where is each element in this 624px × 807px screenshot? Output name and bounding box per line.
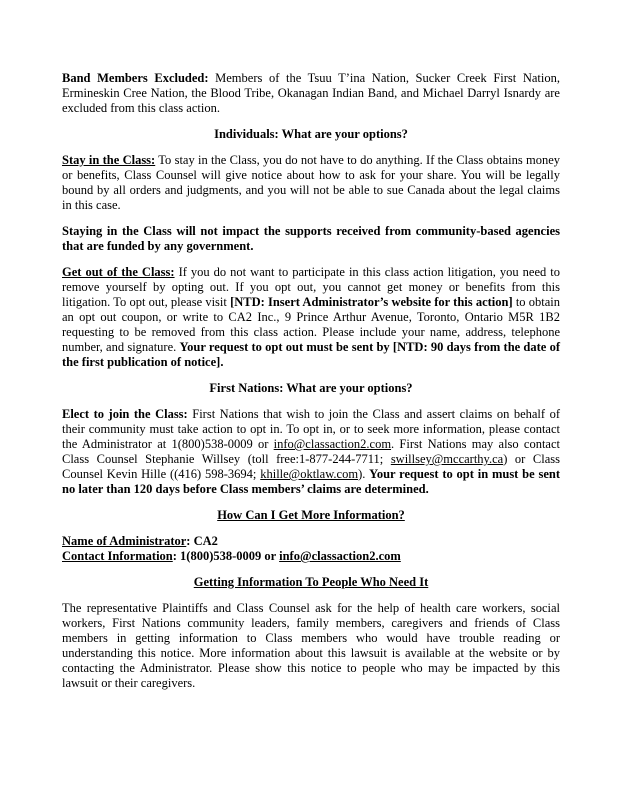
text-run: Contact Information — [62, 549, 173, 563]
text-run: [NTD: Insert Administrator’s website for this action] — [230, 295, 513, 309]
text-run: Get out of the Class: — [62, 265, 175, 279]
text-run: : 1(800)538-0009 or — [172, 549, 280, 563]
text-run: ) or Class Counsel Kevin Hille ((416) 598-3694; — [62, 452, 560, 481]
text-run: to obtain an opt out coupon, or write to CA2 Inc., 9 Prince Arthur Avenue, Toronto, Ontario M5R 1B2 requesting to be removed from this class action. Please include your name, address, telephone number, and signature. — [62, 295, 560, 354]
text-run: . First Nations may also contact Class Counsel Stephanie Willsey (toll free:1-877-244-7711; — [62, 437, 560, 466]
text-run: To stay in the Class, you do not have to do anything. If the Class obtains money or benefits, Class Counsel will give notice about how to ask for your share. You will be legally bound by all orders and judgments, and you will not be able to sue Canada about the legal claims in this case. — [62, 153, 560, 212]
para-staying-no-impact — [62, 224, 560, 254]
text-run: The representative Plaintiffs and Class Counsel ask for the help of health care workers, social workers, First Nations community leaders, family members, caregivers and friends of Class members in getting information to Class members who would have trouble reading or understanding this notice. More information about this lawsuit is available at the website or by contacting the Administrator. Please show this notice to people who may be impacted by this lawsuit or their caregivers. — [62, 601, 560, 690]
text-run: Name of Administrator — [62, 534, 187, 548]
para-contact-information — [62, 549, 560, 564]
text-run: Elect to join the Class: — [62, 407, 188, 421]
text-run: Your request to opt out must be sent by [NTD: 90 days from the date of the first publication of notice]. — [62, 340, 560, 369]
heading-first-nations-options — [62, 381, 560, 396]
para-name-of-administrator — [62, 534, 560, 549]
text-run: : CA2 — [186, 534, 218, 548]
text-run: Your request to opt in must be sent no later than 120 days before Class members’ claims are determined. — [62, 467, 561, 496]
email-link[interactable]: swillsey@mccarthy.ca — [390, 452, 504, 466]
para-elect-to-join — [62, 407, 560, 497]
email-link[interactable]: info@classaction2.com — [273, 437, 392, 451]
para-help-reaching-people — [62, 601, 560, 691]
text-run: First Nations that wish to join the Class and assert claims on behalf of their community must take action to opt in. To opt in, or to seek more information, please contact the Administrator at 1(800)538-0009 or — [62, 407, 561, 451]
text-run: Staying in the Class will not impact the supports received from community-based agencies that are funded by any government. — [62, 224, 560, 253]
text-run: If you do not want to participate in this class action litigation, you need to remove yourself by opting out. If you opt out, you cannot get money or benefits from this litigation. To opt out, please visit — [62, 265, 560, 309]
text-run: Band Members Excluded: — [62, 71, 209, 85]
text-run: Getting Information To People Who Need It — [193, 575, 429, 589]
text-run: Members of the Tsuu T’ina Nation, Sucker Creek First Nation, Ermineskin Cree Nation, the Blood Tribe, Okanagan Indian Band, and Michael Darryl Isnardy are excluded from this class action. — [62, 71, 560, 115]
document-content — [62, 71, 560, 691]
email-link[interactable]: khille@oktlaw.com — [260, 467, 359, 481]
heading-individuals-options — [62, 127, 560, 142]
para-band-members-excluded — [62, 71, 560, 116]
heading-how-get-more-information — [62, 508, 560, 523]
text-run: First Nations: What are your options? — [209, 381, 413, 395]
text-run: Stay in the Class: — [62, 153, 156, 167]
email-link[interactable]: info@classaction2.com — [279, 549, 401, 563]
para-get-out-of-class — [62, 265, 560, 370]
text-run: Individuals: What are your options? — [214, 127, 408, 141]
heading-getting-information-to-people — [62, 575, 560, 590]
text-run: ). — [358, 467, 370, 481]
text-run: How Can I Get More Information? — [217, 508, 405, 522]
para-stay-in-class — [62, 153, 560, 213]
